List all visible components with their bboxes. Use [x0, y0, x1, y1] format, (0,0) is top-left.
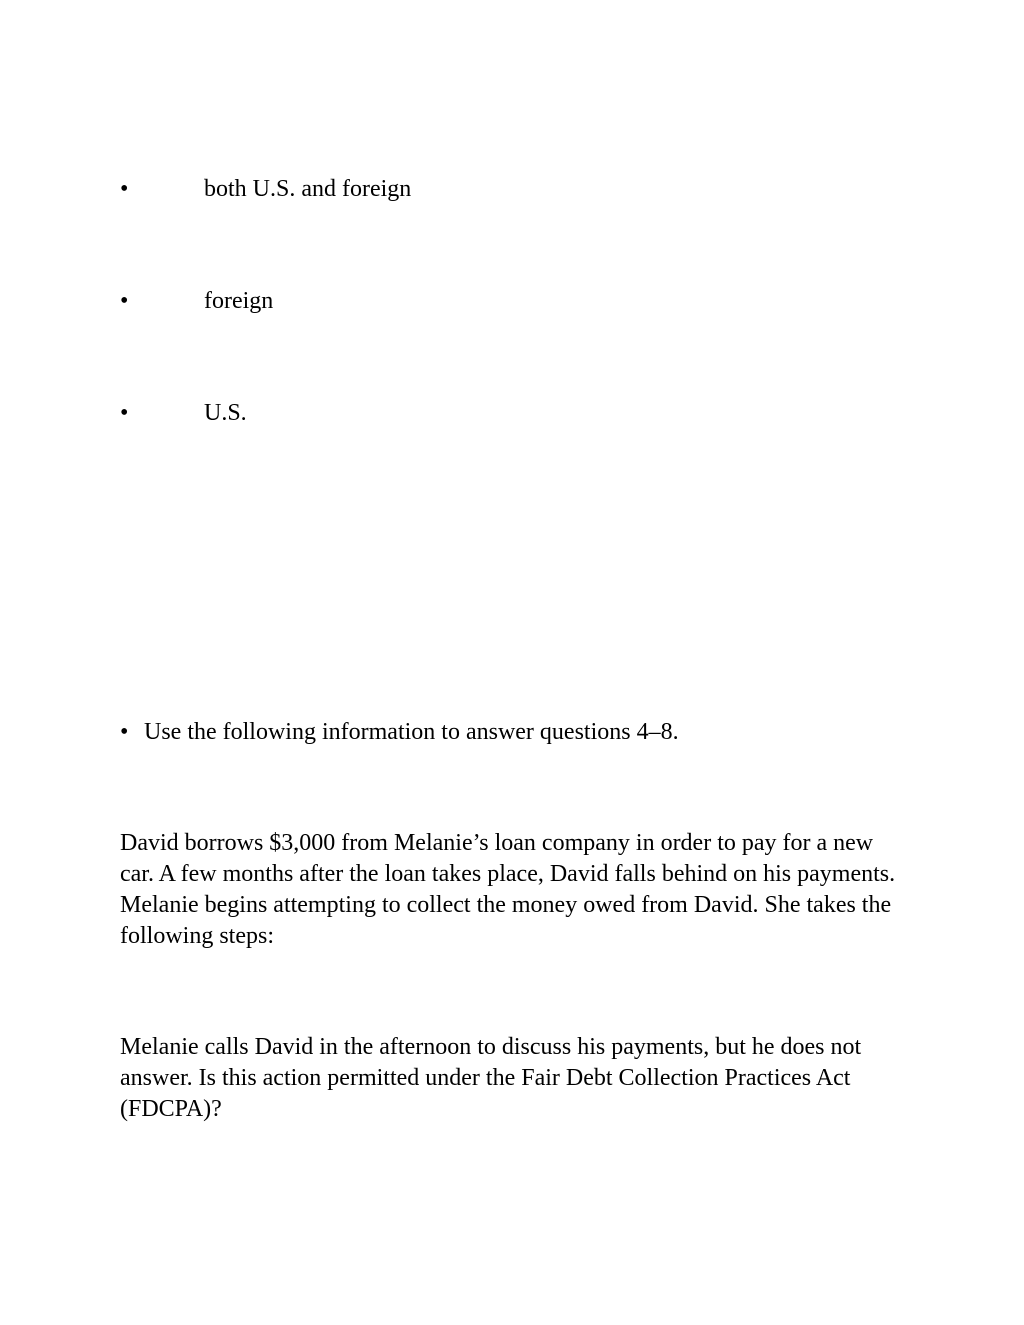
instruction-note: [120, 717, 679, 747]
bullet-icon: •: [120, 719, 129, 745]
scenario-paragraph: David borrows $3,000 from Melanie’s loan company in order to pay for a new car. A few months after the loan takes place, David falls behind on his payments. Melanie begins attempting to collect the money owed from David. She takes the following steps:: [120, 830, 896, 949]
bullet-icon: •: [120, 288, 129, 314]
answer-option-text: U.S.: [204, 400, 247, 426]
answer-option-text: both U.S. and foreign: [204, 176, 412, 202]
bullet-icon: •: [120, 400, 129, 426]
question-paragraph: Melanie calls David in the afternoon to discuss his payments, but he does not answer. Is this action permitted under the Fair Debt Collection Practices Act (FDCPA)?: [120, 1034, 862, 1122]
answer-option-text: foreign: [204, 288, 274, 314]
bullet-icon: •: [120, 176, 129, 202]
instruction-text: Use the following information to answer questions 4–8.: [144, 719, 679, 745]
